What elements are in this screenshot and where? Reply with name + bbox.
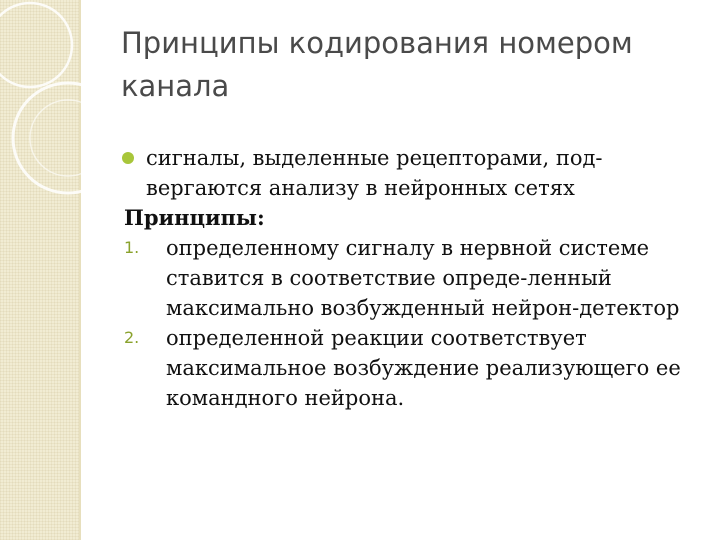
item-text: определенной реакции соответствует максимальное возбуждение реализующего ее командного нейрона. [166,326,681,410]
item-text: определенному сигналу в нервной системе ставится в соответствие опреде-ленный максимально возбужденный нейрон-детектор [166,236,680,320]
numbered-item-2 [124,323,694,413]
bullet-text: сигналы, выделенные рецепторами, под-вергаются анализу в нейронных сетях [146,146,603,200]
bullet-dot-icon [122,152,134,164]
item-number: 2. [124,328,140,347]
principles-heading: Принципы: [124,205,265,230]
slide-title: Принципы кодирования номером канала [121,26,633,103]
bullet-item [124,143,694,203]
numbered-item-1 [124,233,694,323]
slide-content [124,143,694,413]
item-number: 1. [124,238,140,257]
decorative-circles [0,0,110,240]
